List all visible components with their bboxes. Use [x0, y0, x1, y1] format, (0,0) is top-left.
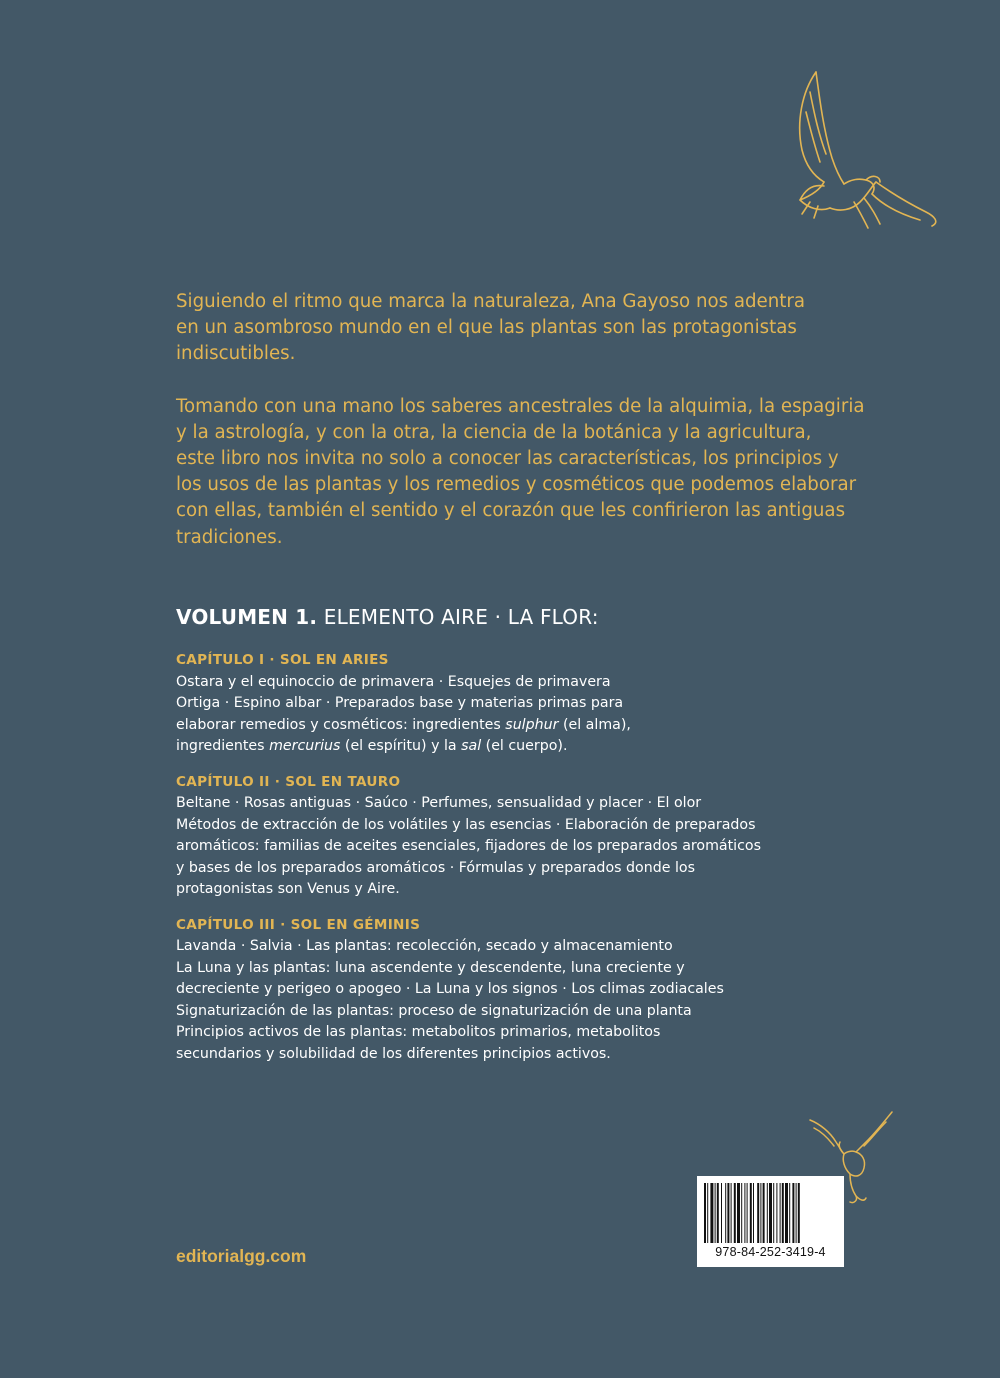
barcode-bar — [734, 1183, 736, 1243]
barcode-bar — [715, 1183, 716, 1243]
barcode-bar — [760, 1183, 761, 1243]
barcode-bar — [704, 1183, 706, 1243]
text-line: y la astrología, y con la otra, la ciencia de la botánica y la agricultura, — [176, 421, 812, 443]
barcode-bar — [737, 1183, 740, 1243]
barcode — [697, 1176, 844, 1267]
barcode-bar — [757, 1183, 759, 1243]
barcode-bar — [753, 1183, 754, 1243]
barcode-bar — [747, 1183, 748, 1243]
chapter-contents — [176, 793, 776, 901]
barcode-bar — [721, 1183, 722, 1243]
barcode-bar — [798, 1183, 800, 1243]
text-line: en un asombroso mundo en el que las plantas son las protagonistas — [176, 317, 797, 339]
chapter-line: aromáticos: familias de aceites esenciales, fijadores de los preparados aromáticos — [176, 838, 761, 854]
chapter-line: Métodos de extracción de los volátiles y las esencias · Elaboración de preparados — [176, 816, 756, 833]
barcode-bar — [717, 1183, 719, 1243]
chapter-list — [176, 650, 776, 1079]
chapter-line: protagonistas son Venus y Aire. — [176, 881, 400, 897]
chapter-contents — [176, 936, 776, 1065]
barcode-bar — [769, 1183, 772, 1243]
text-line: tradiciones. — [176, 526, 283, 548]
chapter-contents — [176, 672, 776, 758]
barcode-bar — [789, 1183, 790, 1243]
description — [176, 289, 906, 577]
barcode-bar — [796, 1183, 797, 1243]
barcode-bar — [725, 1183, 726, 1243]
chapter-title: CAPÍTULO I · SOL EN ARIES — [176, 652, 389, 668]
description-paragraph-2 — [176, 394, 906, 551]
barcode-bar — [707, 1183, 708, 1243]
text-line: Siguiendo el ritmo que marca la naturaleza, Ana Gayoso nos adentra — [176, 291, 806, 312]
chapter-line: Ostara y el equinoccio de primavera · Esquejes de primavera — [176, 673, 611, 690]
chapter-line: elaborar remedios y cosméticos: ingredientes sulphur (el alma), — [176, 716, 631, 733]
barcode-bar — [792, 1183, 794, 1243]
chapter-3 — [176, 915, 776, 1066]
chapter-2 — [176, 772, 776, 901]
barcode-bar — [710, 1183, 713, 1243]
chapter-1 — [176, 650, 776, 758]
text-line: los usos de las plantas y los remedios y cosméticos que podemos elaborar — [176, 474, 857, 496]
barcode-icon — [704, 1183, 837, 1243]
barcode-bar — [750, 1183, 752, 1243]
chapter-line: secundarios y solubilidad de los diferentes principios activos. — [176, 1045, 611, 1062]
barcode-bar — [767, 1183, 768, 1243]
volume-subtitle: ELEMENTO AIRE · LA FLOR: — [323, 605, 599, 629]
barcode-bar — [785, 1183, 788, 1243]
barcode-bar — [741, 1183, 742, 1243]
description-paragraph-1 — [176, 289, 906, 368]
chapter-line: Beltane · Rosas antiguas · Saúco · Perfumes, sensualidad y placer · El olor — [176, 795, 702, 811]
barcode-bar — [731, 1183, 732, 1243]
publisher-website[interactable]: editorialgg.com — [176, 1246, 307, 1266]
chapter-line: Principios activos de las plantas: metabolitos primarios, metabolitos — [176, 1024, 661, 1040]
barcode-bar — [782, 1183, 784, 1243]
barcode-bar — [727, 1183, 729, 1243]
barcode-bar — [773, 1183, 774, 1243]
volume-label: VOLUMEN 1. — [176, 605, 318, 629]
isbn-number: 978-84-252-3419-4 — [715, 1245, 826, 1259]
barcode-bar — [744, 1183, 745, 1243]
text-line: indiscutibles. — [176, 343, 296, 365]
text-line: este libro nos invita no solo a conocer las características, los principios y — [176, 448, 839, 470]
barcode-bar — [776, 1183, 777, 1243]
chapter-line: y bases de los preparados aromáticos · Fórmulas y preparados donde los — [176, 859, 695, 876]
barcode-bar — [763, 1183, 765, 1243]
text-line: Tomando con una mano los saberes ancestrales de la alquimia, la espagiria — [176, 395, 865, 417]
chapter-line: ingredientes mercurius (el espíritu) y la sal (el cuerpo). — [176, 738, 568, 754]
flying-bird-icon — [780, 62, 950, 242]
text-line: con ellas, también el sentido y el corazón que les confirieron las antiguas — [176, 500, 846, 522]
barcode-bar — [780, 1183, 781, 1243]
volume-heading — [176, 605, 599, 629]
chapter-line: Signaturización de las plantas: proceso de signaturización de una planta — [176, 1002, 692, 1019]
chapter-line: Ortiga · Espino albar · Preparados base y materias primas para — [176, 695, 624, 711]
chapter-line: decreciente y perigeo o apogeo · La Luna y los signos · Los climas zodiacales — [176, 981, 724, 997]
chapter-title: CAPÍTULO III · SOL EN GÉMINIS — [176, 916, 421, 933]
chapter-line: La Luna y las plantas: luna ascendente y descendente, luna creciente y — [176, 959, 685, 976]
chapter-title: CAPÍTULO II · SOL EN TAURO — [176, 773, 401, 790]
chapter-line: Lavanda · Salvia · Las plantas: recolección, secado y almacenamiento — [176, 938, 673, 954]
